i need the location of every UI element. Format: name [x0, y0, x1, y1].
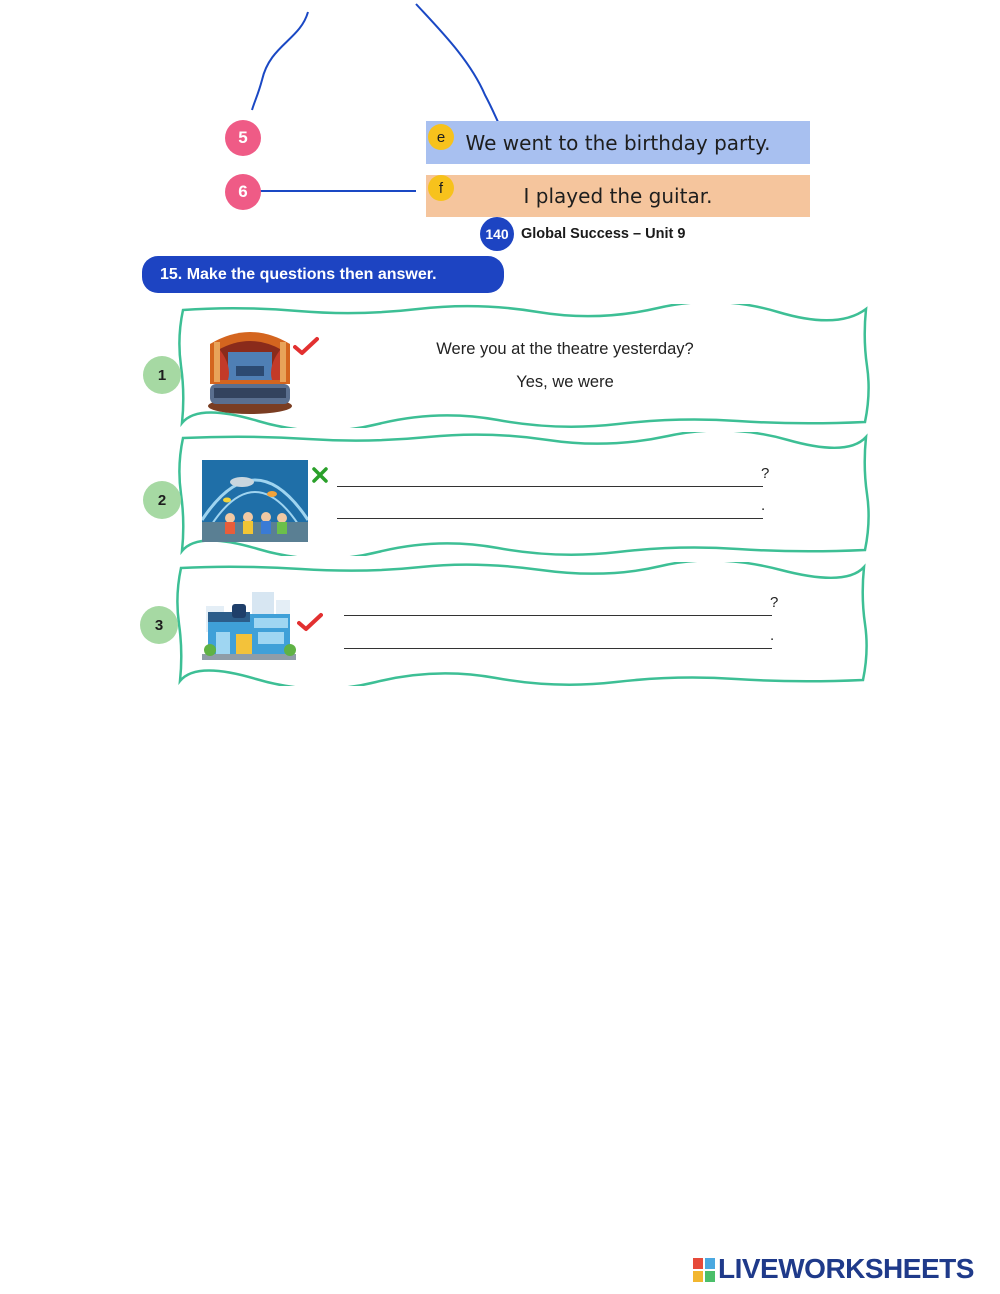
- liveworksheets-brand: LIVEWORKSHEETS: [718, 1253, 974, 1284]
- match-number-6: 6: [225, 174, 261, 210]
- answer-3-input[interactable]: [344, 626, 775, 649]
- gym-picture: [202, 588, 296, 662]
- answer-2-mark: .: [761, 497, 766, 514]
- sentence-text-f: I played the guitar.: [523, 184, 713, 208]
- sentence-text-e: We went to the birthday party.: [465, 130, 771, 155]
- match-sentence-e[interactable]: [426, 121, 810, 164]
- question-2-mark: ?: [761, 465, 770, 482]
- question-2-input[interactable]: [337, 464, 763, 487]
- aquarium-picture: [202, 460, 308, 542]
- match-line-5: [252, 12, 308, 110]
- question-1-number: 1: [143, 356, 181, 394]
- match-number-5: 5: [225, 120, 261, 156]
- letter-badge-e: e: [428, 124, 454, 150]
- letter-badge-f: f: [428, 175, 454, 201]
- answer-3-mark: .: [770, 627, 775, 644]
- match-line-e: [416, 4, 499, 124]
- cross-mark-icon: [311, 466, 329, 484]
- unit-title: Global Success – Unit 9: [521, 226, 686, 242]
- check-mark-icon: [293, 336, 319, 356]
- page-number-badge: 140: [480, 217, 514, 251]
- answer-2-input[interactable]: [337, 496, 766, 519]
- match-sentence-f[interactable]: [426, 175, 810, 217]
- liveworksheets-logo-icon: [693, 1258, 715, 1282]
- question-3-input[interactable]: [344, 593, 772, 616]
- exercise-title-banner: 15. Make the questions then answer.: [142, 256, 504, 293]
- question-3-mark: ?: [770, 594, 779, 611]
- question-3-number: 3: [140, 606, 178, 644]
- question-1-text: Were you at the theatre yesterday?: [436, 340, 694, 358]
- check-mark-icon: [297, 612, 323, 632]
- theatre-picture: [206, 322, 294, 414]
- question-2-number: 2: [143, 481, 181, 519]
- answer-1-text: Yes, we were: [516, 373, 614, 391]
